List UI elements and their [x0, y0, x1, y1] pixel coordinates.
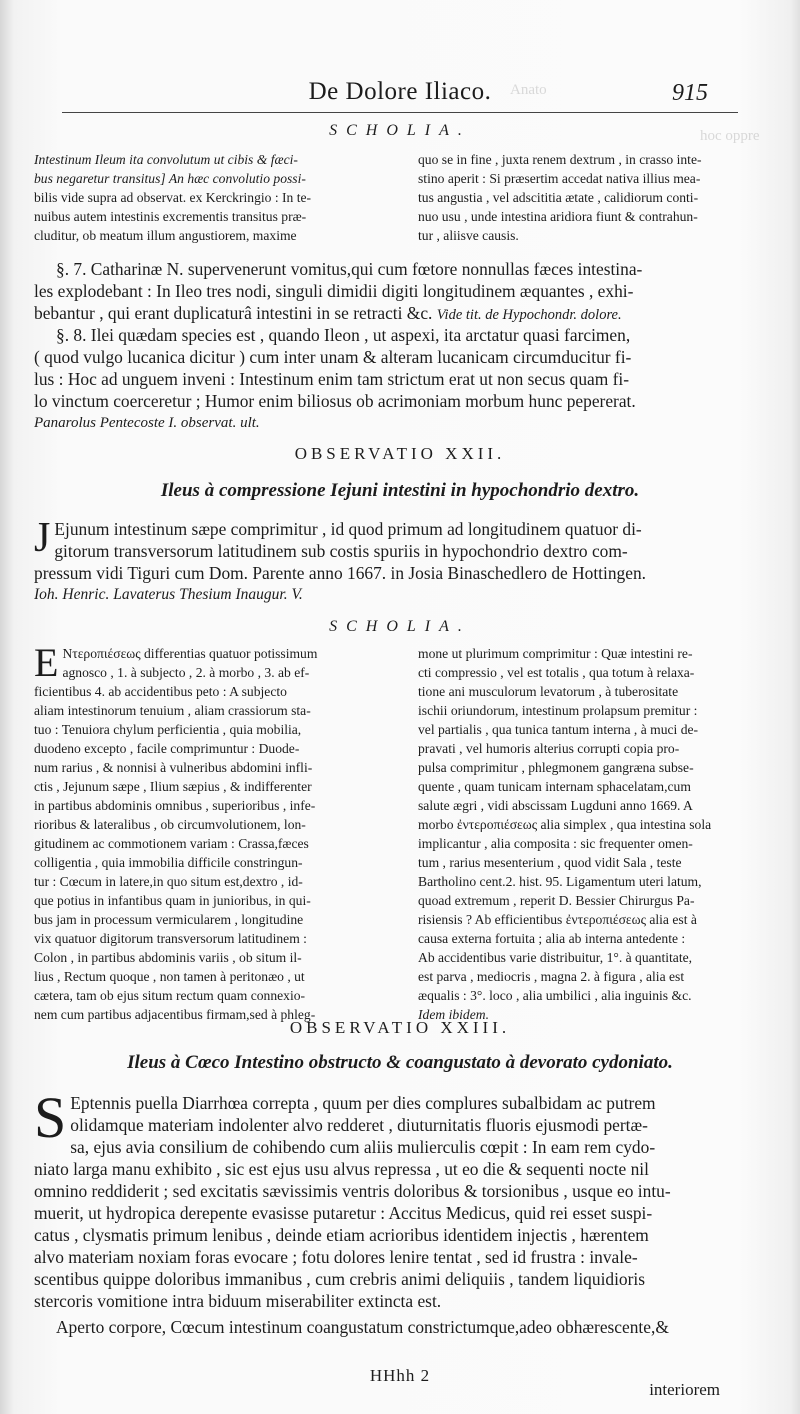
text-line: lius , Rectum quoque , non tamen à peritonæo , ut: [34, 969, 305, 984]
observation-23-final: [34, 1316, 774, 1338]
scholia-2-left-column: [34, 640, 390, 1024]
scholia-2-columns: [34, 640, 774, 1024]
paragraph-8: [34, 324, 774, 434]
text-line: bebantur , qui erant duplicaturâ intestini in se retracti &c.: [34, 303, 433, 323]
text-line: olidamque materiam indolenter alvo redderet , diuturnitatis fluoris ejusmodi pertæ-: [70, 1115, 648, 1135]
signature-mark: HHhh 2: [369, 1366, 431, 1385]
text-line: tus angustia , vel adscititia ætate , calidiorum conti-: [418, 190, 699, 205]
drop-cap: J: [34, 515, 51, 561]
paragraph-7: [34, 258, 774, 326]
text-line: §. 8. Ilei quædam species est , quando Ileon , ut aspexi, ita arctatur quasi farcimen,: [56, 325, 631, 345]
text-line: scentibus quippe doloribus immanibus , cum crebris animi deliquiis , tandem liquidioris: [34, 1269, 646, 1289]
text-line: bus negaretur transitus] An hæc convolutio possi-: [34, 171, 306, 186]
text-line: sa, ejus avia consilium de cohibendo cum aliis mulierculis cœpit : In eam rem cydo-: [70, 1137, 656, 1157]
text-line: cætera, tam ob ejus situm rectum quam connexio-: [34, 988, 306, 1003]
text-line: Eptennis puella Diarrhœa correpta , quum per dies complures subalbidam ac putrem: [70, 1093, 656, 1113]
observation-title: Ileus à Cœco Intestino obstructo & coangustato à devorato cydoniato.: [127, 1052, 673, 1073]
text-line: pressum vidi Tiguri cum Dom. Parente anno 1667. in Josia Binaschedlero de Hottingen.: [34, 563, 646, 583]
scholia-1-left-column: [34, 150, 390, 245]
text-line: quente , quam tunicam internam sphacelatam,cum: [418, 779, 691, 794]
catchword: interiorem: [649, 1380, 720, 1399]
text-line: causa externa fortuita ; alia ab interna antedente :: [418, 931, 686, 946]
text-line: nuo usu , unde intestina aridiora fiunt & contrahun-: [418, 209, 698, 224]
text-line: vix quatuor digitorum transversorum latitudinem :: [34, 931, 307, 946]
text-line: stino aperit : Si præsertim accedat nativa illius mea-: [418, 171, 701, 186]
reference: Idem ibidem.: [418, 1007, 489, 1022]
scholia-heading: SCHOLIA.: [329, 122, 471, 139]
text-line: gitorum transversorum latitudinem sub costis spuriis in hypochondrio dextro com-: [54, 541, 628, 561]
text-line: gitudinem ac commotionem variam : Crassa,fæces: [34, 836, 309, 851]
text-line: vel partialis , qua tunica tantum interna , à muci de-: [418, 722, 699, 737]
text-line: ficientibus 4. ab accidentibus peto : A subjecto: [34, 684, 287, 699]
text-line: rioribus & lateralibus , ob circumvolutionem, lon-: [34, 817, 306, 832]
scholia-heading: SCHOLIA.: [329, 618, 471, 635]
text-line: tuo : Tenuiora chylum perficientia , quia mobilia,: [34, 722, 302, 737]
text-line: Colon , in partibus abdominis variis , ob situm il-: [34, 950, 302, 965]
scholia-2-right-column: [418, 644, 774, 1024]
text-line: bus jam in processum vermicularem , longitudine: [34, 912, 304, 927]
text-line: aliam intestinorum tenuium , aliam crassiorum sta-: [34, 703, 311, 718]
text-line: niato larga manu exhibito , sic est ejus usu alvus repressa , ut eo die & sequenti nocte nil: [34, 1159, 649, 1179]
reference: Panarolus Pentecoste I. observat. ult.: [34, 415, 260, 431]
text-line: mone ut plurimum comprimitur : Quæ intestini re-: [418, 646, 693, 661]
text-line: duodeno excepto , facile comprimuntur : Duode-: [34, 741, 300, 756]
scholia-1-columns: [34, 150, 774, 245]
text-line: colligentia , quia immobilia difficile constringun-: [34, 855, 303, 870]
page-number: 915: [672, 80, 708, 106]
text-line: tur , aliisve causis.: [418, 228, 519, 243]
scholia-1-right-column: [418, 150, 774, 245]
header-rule: [62, 112, 738, 113]
observation-23-text: [34, 1085, 774, 1312]
text-line: que potius in infantibus quam in junioribus, in qui-: [34, 893, 311, 908]
text-line: catus , clysmatis primum lenibus , deinde etiam acrioribus identidem injectis , hærentem: [34, 1225, 649, 1245]
text-line: omnino reddiderit ; sed excitatis sævissimis ventris doloribus & torsionibus , usque eo intu-: [34, 1181, 671, 1201]
running-title: De Dolore Iliaco.: [308, 78, 492, 105]
observation-heading: OBSERVATIO XXIII.: [289, 1018, 511, 1037]
text-line: ( quod vulgo lucanica dicitur ) cum inter unam & alteram lucanicam circumducitur fi-: [34, 347, 632, 367]
reference: Vide tit. de Hypochondr. dolore.: [436, 307, 622, 323]
text-line: æqualis : 3°. loco , alia umbilici , alia inguinis &c.: [418, 988, 692, 1003]
text-line: nuibus autem intestinis excrementis transitus præ-: [34, 209, 307, 224]
text-line: morbo ἐντεροπιέσεως alia simplex , qua intestina sola: [418, 817, 712, 832]
text-line: Ντεροπιέσεως differentias quatuor potissimum: [62, 646, 318, 661]
text-line: alvo materiam noxiam foras evocare ; fotu dolores lenire tentat , sed id frustra : invale-: [34, 1247, 638, 1267]
text-line: lus : Hoc ad unguem inveni : Intestinum enim tam strictum erat ut non secus quam fi-: [34, 369, 630, 389]
text-line: §. 7. Catharinæ N. supervenerunt vomitus,qui cum fœtore nonnullas fæces intestina-: [56, 259, 643, 279]
text-line: Bartholino cent.2. hist. 95. Ligamentum uteri latum,: [418, 874, 702, 889]
text-line: muerit, ut hydropica derepente evasisse putaretur : Accitus Medicus, quid rei esset suspi-: [34, 1203, 653, 1223]
page-header: [0, 78, 800, 110]
reference: Ioh. Henric. Lavaterus Thesium Inaugur. V.: [34, 586, 303, 603]
text-line: stercoris vomitione intra biduum miserabiliter extincta est.: [34, 1291, 442, 1311]
text-line: tum , rarius mesenterium , quod vidit Sala , teste: [418, 855, 682, 870]
text-line: ischii oriundorum, intestinum prolapsum premitur :: [418, 703, 698, 718]
text-line: nem cum partibus adjacentibus firmam,sed à phleg-: [34, 1007, 316, 1022]
text-line: salute ægri , vidi abscissam Lugduni anno 1669. A: [418, 798, 693, 813]
text-line: cluditur, ob meatum illum angustiorem, maxime: [34, 228, 297, 243]
text-line: agnosco , 1. à subjecto , 2. à morbo , 3. ab ef-: [62, 665, 310, 680]
observation-title: Ileus à compressione Iejuni intestini in hypochondrio dextro.: [160, 480, 640, 501]
text-line: tione ani musculorum levatorum , à tuberositate: [418, 684, 679, 699]
observation-22-text: [34, 515, 774, 606]
text-line: les explodebant : In Ileo tres nodi, singuli dimidii digiti longitudinem æquantes , exhi-: [34, 281, 634, 301]
drop-cap: E: [34, 640, 59, 685]
text-line: lo vinctum coerceretur ; Humor enim biliosus ob acrimoniam morbum hunc pepererat.: [34, 391, 636, 411]
text-line: bilis vide supra ad observat. ex Kerckringio : In te-: [34, 190, 312, 205]
text-line: pulsa comprimitur , phlegmonem gangrænа subse-: [418, 760, 694, 775]
text-line: Ejunum intestinum sæpe comprimitur , id quod primum ad longitudinem quatuor di-: [54, 519, 642, 539]
bleed-through-text: Anato: [510, 82, 547, 98]
bleed-through-text: hoc oppre: [700, 128, 760, 144]
text-line: Intestinum Ileum ita convolutum ut cibis & fæci-: [34, 152, 298, 167]
text-line: tur : Cœcum in latere,in quo situm est,dextro , id-: [34, 874, 303, 889]
text-line: Aperto corpore, Cœcum intestinum coangustatum constrictumque,adeo obhærescente,&: [56, 1317, 669, 1337]
text-line: num rarius , & nonnisi à vulneribus abdomini infli-: [34, 760, 313, 775]
text-line: pravati , vel humoris alterius corrupti copia pro-: [418, 741, 680, 756]
text-line: ctis , Jejunum sæpe , Ilium sæpius , & indifferenter: [34, 779, 312, 794]
text-line: quoad extremum , reperit D. Bessier Chirurgus Pa-: [418, 893, 695, 908]
drop-cap: S: [34, 1085, 67, 1150]
text-line: in partibus abdominis omnibus , superioribus , infe-: [34, 798, 316, 813]
text-line: implicantur , alia composita : sic frequenter omen-: [418, 836, 693, 851]
text-line: quo se in fine , juxta renem dextrum , in crasso inte-: [418, 152, 702, 167]
text-line: cti compressio , vel est totalis , qua totum à relaxa-: [418, 665, 695, 680]
observation-heading: OBSERVATIO XXII.: [294, 444, 506, 463]
text-line: est parva , mediocris , magna 2. à figura , alia est: [418, 969, 685, 984]
text-line: Ab accidentibus varie distribuitur, 1°. à quantitate,: [418, 950, 693, 965]
text-line: risiensis ? Ab efficientibus ἐντεροπιέσεως alia est à: [418, 912, 697, 927]
